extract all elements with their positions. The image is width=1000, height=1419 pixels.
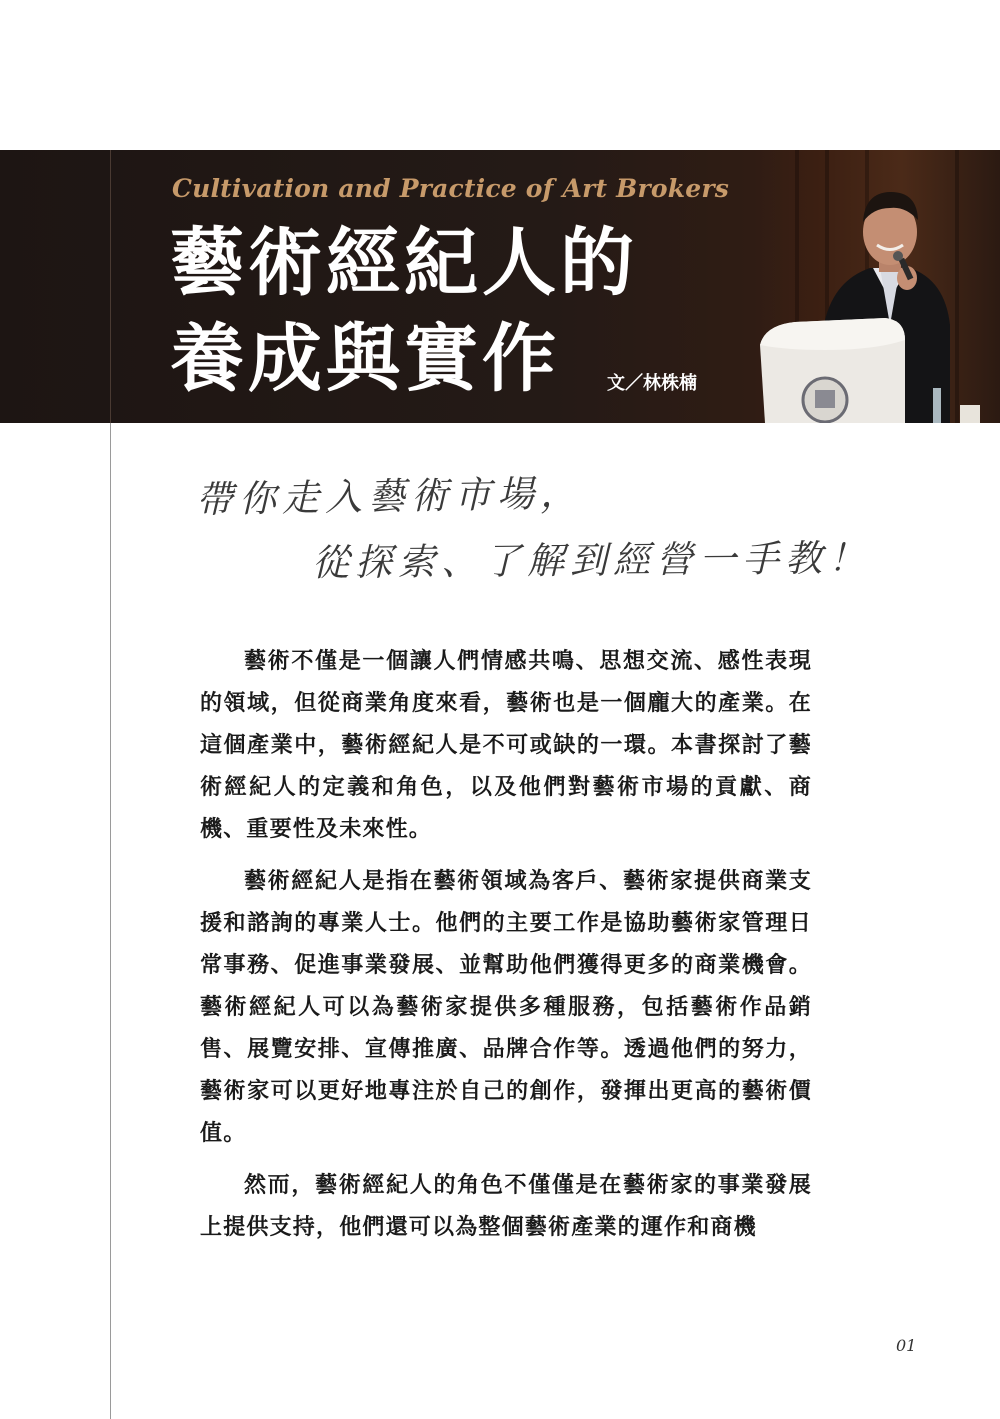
- title-line-1: 藝術經紀人的: [170, 220, 638, 306]
- paragraph: 藝術經紀人是指在藝術領域為客戶、藝術家提供商業支援和諮詢的專業人士。他們的主要工作是協助藝術家管理日常事務、促進事業發展、並幫助他們獲得更多的商業機會。藝術經紀人可以為藝術家提供多種服務，包括藝術作品銷售、展覽安排、宣傳推廣、品牌合作等。透過他們的努力，藝術家可以更好地專注於自己的創作，發揮出更高的藝術價值。: [200, 868, 812, 1146]
- handwritten-tagline-1: 帶你走入藝術市場，: [195, 471, 584, 522]
- speaker-photo: [755, 150, 1000, 423]
- body-text: [200, 640, 812, 1258]
- title-line-2: 養成與實作: [170, 316, 560, 402]
- banner-edge-line: [110, 150, 111, 423]
- handwritten-tagline-2: 從探索、了解到經營一手教！: [311, 536, 872, 585]
- paragraph: 然而，藝術經紀人的角色不僅僅是在藝術家的事業發展上提供支持，他們還可以為整個藝術產業的運作和商機: [200, 1172, 812, 1240]
- paragraph: 藝術不僅是一個讓人們情感共鳴、思想交流、感性表現的領域，但從商業角度來看，藝術也是一個龐大的產業。在這個產業中，藝術經紀人是不可或缺的一環。本書探討了藝術經紀人的定義和角色，以及他們對藝術市場的貢獻、商機、重要性及未來性。: [200, 648, 812, 842]
- author-credit: 文／林株楠: [607, 373, 697, 394]
- speaker-illustration: [755, 150, 1000, 423]
- english-subtitle: Cultivation and Practice of Art Brokers: [172, 174, 729, 203]
- page-number: 01: [896, 1336, 917, 1355]
